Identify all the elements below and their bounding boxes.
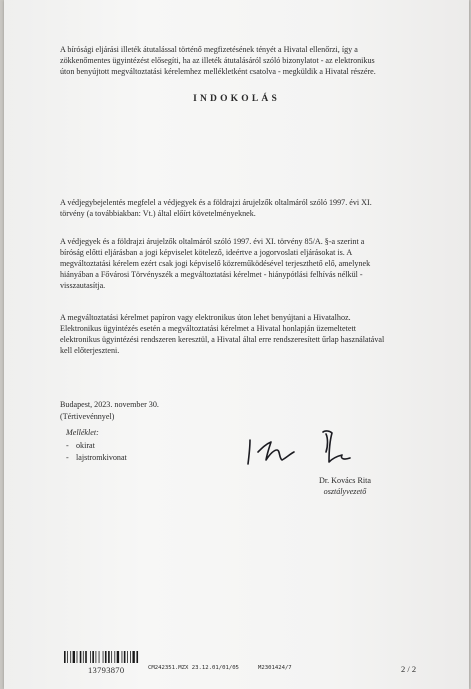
barcode-bar [117,651,119,663]
barcode-bar [108,651,110,663]
barcode-bar [83,651,84,663]
barcode-bar [127,651,128,663]
barcode-bar [132,651,134,663]
barcode-bar [99,651,100,663]
text-line: hiányában a Fővárosi Törvényszék a megváltoztatási kérelmet - hiánypótlási felhívás nélkül - [60,270,363,279]
barcode-bar [103,651,104,663]
date-block [60,399,159,423]
text-line: bíróság előtti eljárásban a jogi képviselet kötelező, ideértve a jogorvoslati eljárásokat is. A [60,248,353,257]
text-line: Elektronikus ügyintézés esetén a megváltoztatási kérelmet a Hivatal honlapján üzemeltetett [60,324,356,333]
barcode-bar [80,651,82,663]
paragraph-legal-representation [60,236,432,291]
barcode-bar [73,651,75,663]
document-page [4,0,469,689]
text-line: A védjegybejelentés megfelel a védjegyek és a földrajzi árujelzők oltalmáról szóló 1997. évi XI. [60,198,372,207]
text-line: A megváltoztatási kérelmet papíron vagy elektronikus úton lehet benyújtani a Hivatalhoz. [60,313,351,322]
barcode-bar [92,651,94,663]
barcode-bar [122,651,123,663]
text-line: elektronikus ügyintézési rendszeren keresztül, a Hivatal által erre rendszeresített űrlap használatával [60,335,385,344]
paragraph-compliance [60,197,432,219]
barcode-bar [114,651,115,663]
date-place: Budapest, 2023. november 30. [60,400,159,409]
signer-role: osztályvezető [323,487,367,496]
barcode-bar [105,651,107,663]
paragraph-submission [60,312,432,356]
text-line: visszautasítja. [60,281,106,290]
delivery-note: (Tértivevénnyel) [60,412,115,421]
text-line: megváltoztatási kérelem ezért csak jogi képviselő közreműködésével terjeszthető elő, amelynek [60,259,371,268]
barcode-bar [85,651,87,663]
barcode-bar [90,651,91,663]
attachment-item: - okirat [66,440,127,453]
attachment-item: - lajstromkivonat [66,452,127,465]
signer-name: Dr. Kovács Rita [319,476,371,485]
text-line: kell előterjeszteni. [60,346,120,355]
barcode-bar [124,651,126,663]
signer-block [309,475,381,497]
barcode-bar [64,651,66,663]
barcode-bar [77,651,78,663]
text-line: A bírósági eljárási illeték átutalással történő megfizetésének tényét a Hivatal ellenőrzi, így a [60,45,358,54]
page-number: 2 / 2 [401,664,417,674]
text-line: törvény (a továbbiakban: Vt.) által előírt követelményeknek. [60,209,256,218]
barcode-image [64,651,146,663]
barcode-bar [70,651,71,663]
document-reference: CM242351.MZX 23.12.01/01/05 [148,665,239,671]
case-number: M2301424/7 [258,665,292,671]
barcode-bar [96,651,97,663]
barcode-bar [130,651,131,663]
barcode-bar [111,651,112,663]
section-heading: INDOKOLÁS [193,94,280,104]
attachment-list [66,427,127,465]
barcode-bar [67,651,68,663]
barcode-number: 13793870 [88,665,125,675]
intro-paragraph [60,44,432,77]
signature-image [240,418,380,474]
attachment-title: Melléklet: [66,428,99,437]
text-line: úton benyújtott megváltoztatási kérelemhez mellékletként csatolva - megküldik a Hivatal részére. [60,67,376,76]
barcode-bar [136,651,138,663]
text-line: zökkenőmentes ügyintézést elősegíti, ha az illeték átutalásáról szóló bizonylatot - az elektronikus [60,56,375,65]
text-line: A védjegyek és a földrajzi árujelzők oltalmáról szóló 1997. évi XI. törvény 85/A. §-a szerint a [60,237,365,246]
